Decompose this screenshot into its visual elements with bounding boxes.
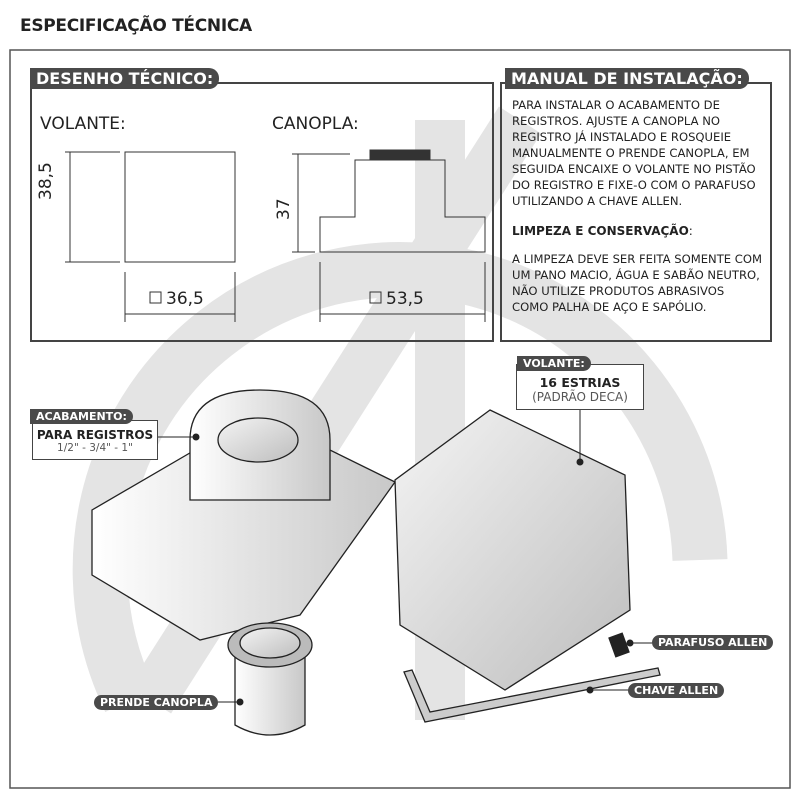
volante-3d — [395, 410, 630, 690]
cleaning-title: LIMPEZA E CONSERVAÇÃO — [512, 224, 689, 238]
volante-label: VOLANTE: — [40, 114, 126, 134]
volante-callout-title: 16 ESTRIAS — [539, 375, 621, 390]
canopla-label: CANOPLA: — [272, 114, 359, 134]
volante-tag: VOLANTE: — [517, 356, 591, 371]
acabamento-title: PARA REGISTROS — [36, 428, 154, 442]
cleaning-text: A LIMPEZA DEVE SER FEITA SOMENTE COM UM PANO MACIO, ÁGUA E SABÃO NEUTRO, NÃO UTILIZE PRODUTOS ABRASIVOS COMO PALHA DE AÇO E SAPÓLIO. — [512, 252, 763, 314]
parafuso-3d — [609, 633, 629, 657]
chave-allen-tag: CHAVE ALLEN — [628, 683, 724, 698]
prende-canopla-tag: PRENDE CANOPLA — [94, 695, 218, 710]
volante-callout-subtitle: (PADRÃO DECA) — [532, 390, 628, 404]
parafuso-allen-tag: PARAFUSO ALLEN — [652, 635, 773, 650]
volante-width-dim: 36,5 — [166, 289, 204, 309]
acabamento-tag: ACABAMENTO: — [30, 409, 133, 424]
install-text: PARA INSTALAR O ACABAMENTO DE REGISTROS. AJUSTE A CANOPLA NO REGISTRO JÁ INSTALADO E ROSQUEIE MANUALMENTE O PRENDE CANOPLA, EM SEGUIDA ENCAIXE O VOLANTE NO PISTÃO DO REGISTRO E FIXE-O COM O PARAFUSO UTILIZANDO A CHAVE ALLEN. — [512, 98, 756, 208]
acabamento-sizes: 1/2" - 3/4" - 1" — [57, 442, 133, 454]
acabamento-callout — [32, 420, 158, 460]
canopla-height-dim: 37 — [274, 198, 294, 220]
volante-height-dim: 38,5 — [36, 162, 56, 200]
cleaning-colon: : — [688, 224, 693, 238]
chave-allen-3d — [404, 668, 660, 722]
canopla-width-dim: 53,5 — [386, 289, 424, 309]
manual-header: MANUAL DE INSTALAÇÃO: — [505, 68, 749, 89]
page-title: ESPECIFICAÇÃO TÉCNICA — [20, 16, 252, 36]
technical-drawing-header: DESENHO TÉCNICO: — [30, 68, 219, 89]
